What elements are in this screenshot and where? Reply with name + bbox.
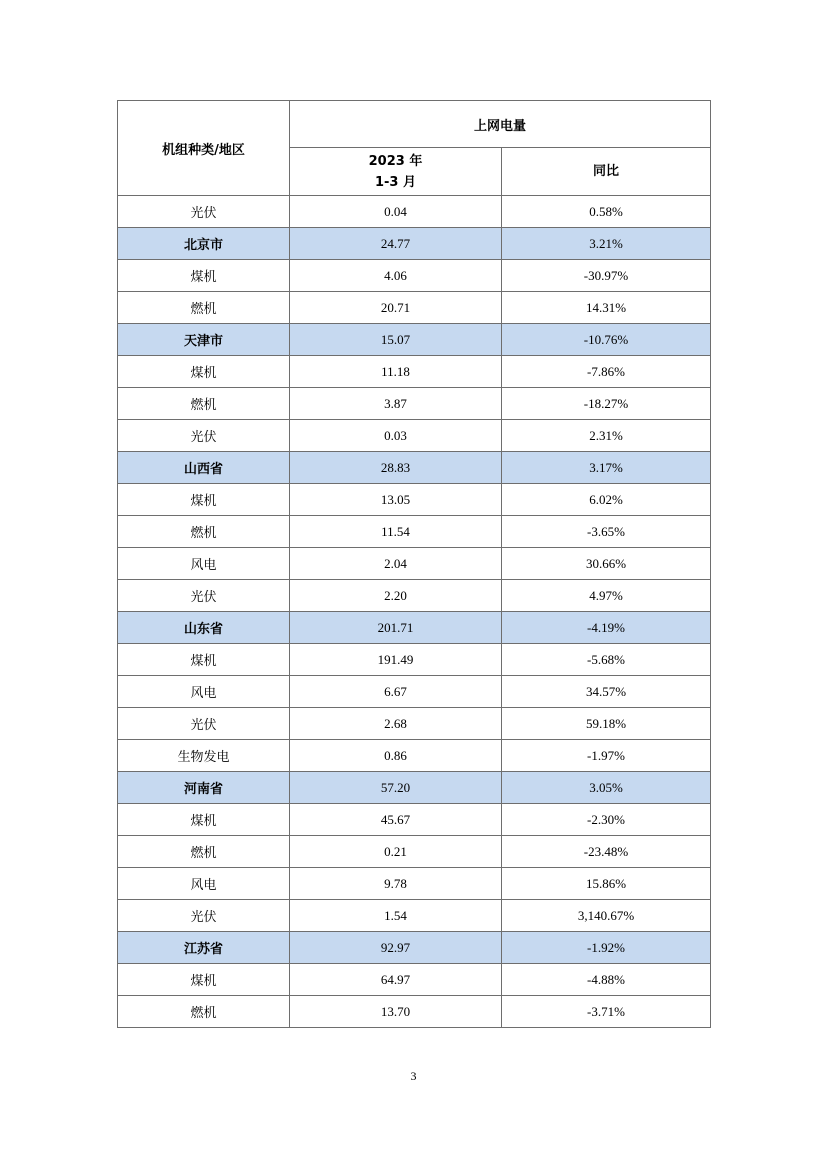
- row-label: 煤机: [118, 644, 290, 676]
- row-label: 燃机: [118, 996, 290, 1028]
- row-value: 92.97: [290, 932, 502, 964]
- row-yoy: 2.31%: [502, 420, 711, 452]
- row-label: 光伏: [118, 900, 290, 932]
- row-value: 0.21: [290, 836, 502, 868]
- row-label: 煤机: [118, 964, 290, 996]
- row-value: 13.70: [290, 996, 502, 1028]
- row-value: 0.03: [290, 420, 502, 452]
- row-yoy: -3.65%: [502, 516, 711, 548]
- grid-power-header: 上网电量: [290, 101, 711, 148]
- table-row: [118, 292, 711, 324]
- row-yoy: 4.97%: [502, 580, 711, 612]
- row-label: 风电: [118, 548, 290, 580]
- row-value: 11.18: [290, 356, 502, 388]
- row-yoy: -3.71%: [502, 996, 711, 1028]
- row-yoy: -1.92%: [502, 932, 711, 964]
- region-row: [118, 324, 711, 356]
- table-row: [118, 836, 711, 868]
- row-label: 燃机: [118, 292, 290, 324]
- row-value: 1.54: [290, 900, 502, 932]
- row-label: 燃机: [118, 516, 290, 548]
- table-row: [118, 996, 711, 1028]
- row-yoy: 14.31%: [502, 292, 711, 324]
- row-label: 生物发电: [118, 740, 290, 772]
- yoy-header: 同比: [502, 148, 711, 196]
- row-label: 河南省: [118, 772, 290, 804]
- row-label: 山西省: [118, 452, 290, 484]
- table-row: [118, 964, 711, 996]
- row-label: 光伏: [118, 420, 290, 452]
- row-label: 风电: [118, 676, 290, 708]
- table-row: [118, 516, 711, 548]
- table-row: [118, 260, 711, 292]
- row-yoy: 0.58%: [502, 196, 711, 228]
- period-year: 2023 年: [368, 153, 423, 169]
- table-row: [118, 484, 711, 516]
- row-value: 2.04: [290, 548, 502, 580]
- row-label: 煤机: [118, 356, 290, 388]
- row-yoy: -1.97%: [502, 740, 711, 772]
- table-row: [118, 420, 711, 452]
- table-row: [118, 548, 711, 580]
- row-label: 煤机: [118, 804, 290, 836]
- row-yoy: 3.21%: [502, 228, 711, 260]
- row-yoy: 3.05%: [502, 772, 711, 804]
- region-row: [118, 452, 711, 484]
- row-yoy: -4.88%: [502, 964, 711, 996]
- row-label: 光伏: [118, 580, 290, 612]
- row-yoy: -18.27%: [502, 388, 711, 420]
- row-yoy: -4.19%: [502, 612, 711, 644]
- region-row: [118, 612, 711, 644]
- row-value: 64.97: [290, 964, 502, 996]
- row-label: 风电: [118, 868, 290, 900]
- row-label: 天津市: [118, 324, 290, 356]
- row-value: 2.68: [290, 708, 502, 740]
- row-value: 191.49: [290, 644, 502, 676]
- row-yoy: 15.86%: [502, 868, 711, 900]
- row-yoy: 3.17%: [502, 452, 711, 484]
- table-row: [118, 580, 711, 612]
- row-label: 光伏: [118, 196, 290, 228]
- row-yoy: -23.48%: [502, 836, 711, 868]
- row-yoy: -10.76%: [502, 324, 711, 356]
- row-label: 燃机: [118, 836, 290, 868]
- row-value: 4.06: [290, 260, 502, 292]
- region-row: [118, 228, 711, 260]
- row-label: 燃机: [118, 388, 290, 420]
- row-yoy: 30.66%: [502, 548, 711, 580]
- row-value: 57.20: [290, 772, 502, 804]
- row-value: 0.86: [290, 740, 502, 772]
- row-yoy: 34.57%: [502, 676, 711, 708]
- row-value: 201.71: [290, 612, 502, 644]
- page-number: 3: [410, 1069, 417, 1083]
- row-value: 6.67: [290, 676, 502, 708]
- row-value: 15.07: [290, 324, 502, 356]
- table-row: [118, 356, 711, 388]
- row-label: 北京市: [118, 228, 290, 260]
- table-row: [118, 868, 711, 900]
- row-label: 江苏省: [118, 932, 290, 964]
- row-yoy: 6.02%: [502, 484, 711, 516]
- row-value: 20.71: [290, 292, 502, 324]
- row-yoy: 59.18%: [502, 708, 711, 740]
- table-row: [118, 388, 711, 420]
- row-value: 3.87: [290, 388, 502, 420]
- table-row: [118, 900, 711, 932]
- region-row: [118, 772, 711, 804]
- row-yoy: 3,140.67%: [502, 900, 711, 932]
- row-label: 煤机: [118, 484, 290, 516]
- row-label: 山东省: [118, 612, 290, 644]
- row-value: 2.20: [290, 580, 502, 612]
- row-value: 9.78: [290, 868, 502, 900]
- row-yoy: -5.68%: [502, 644, 711, 676]
- row-value: 28.83: [290, 452, 502, 484]
- table-row: [118, 644, 711, 676]
- row-value: 45.67: [290, 804, 502, 836]
- table-row: [118, 196, 711, 228]
- period-header: [290, 148, 502, 196]
- generation-table: [117, 100, 711, 1028]
- period-months: 1-3 月: [374, 174, 416, 190]
- table-row: [118, 676, 711, 708]
- category-header: 机组种类/地区: [118, 101, 290, 196]
- row-yoy: -7.86%: [502, 356, 711, 388]
- row-yoy: -2.30%: [502, 804, 711, 836]
- table-row: [118, 804, 711, 836]
- region-row: [118, 932, 711, 964]
- row-value: 13.05: [290, 484, 502, 516]
- row-value: 11.54: [290, 516, 502, 548]
- row-label: 煤机: [118, 260, 290, 292]
- row-yoy: -30.97%: [502, 260, 711, 292]
- row-value: 0.04: [290, 196, 502, 228]
- row-value: 24.77: [290, 228, 502, 260]
- table-row: [118, 740, 711, 772]
- row-label: 光伏: [118, 708, 290, 740]
- table-row: [118, 708, 711, 740]
